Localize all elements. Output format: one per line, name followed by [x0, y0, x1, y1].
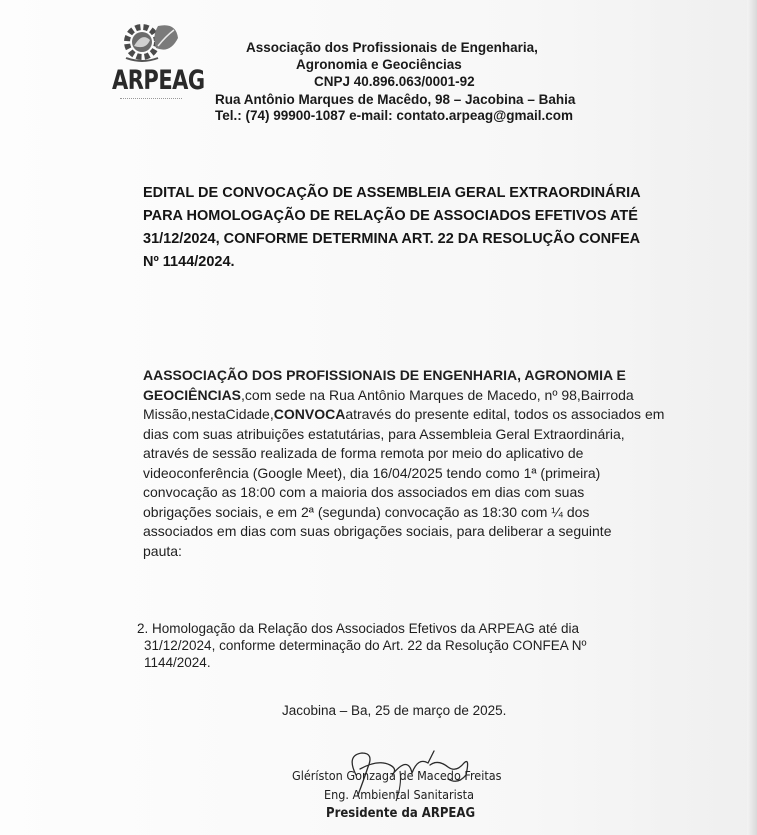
document-date: Jacobina – Ba, 25 de março de 2025.	[282, 703, 507, 718]
letterhead-line-1: Associação dos Profissionais de Engenharia,	[246, 40, 538, 55]
body-line: dias com suas atribuições estatutárias, para Assembleia Geral Extraordinária,	[143, 425, 625, 442]
letterhead-line-2: Agronomia e Geociências	[296, 57, 462, 72]
title-line: Nº 1144/2024.	[143, 254, 235, 270]
signatory-role: Eng. Ambiental Sanitarista	[324, 787, 474, 802]
body-line: obrigações sociais, e em 2ª (segunda) convocação as 18:30 com ¼ dos	[143, 503, 590, 520]
body-line: AASSOCIAÇÃO DOS PROFISSIONAIS DE ENGENHARIA, AGRONOMIA E	[143, 367, 626, 383]
page-edge-shadow	[747, 0, 757, 835]
body-text: Missão,nestaCidade,	[143, 406, 274, 422]
title-line: PARA HOMOLOGAÇÃO DE RELAÇÃO DE ASSOCIADOS EFETIVOS ATÉ	[143, 208, 638, 224]
title-line: 31/12/2024, CONFORME DETERMINA ART. 22 DA RESOLUÇÃO CONFEA	[143, 231, 641, 247]
title-line: EDITAL DE CONVOCAÇÃO DE ASSEMBLEIA GERAL EXTRAORDINÁRIA	[143, 185, 641, 201]
agenda-item	[137, 620, 647, 671]
letterhead-contact: Tel.: (74) 99900-1087 e-mail: contato.arpeag@gmail.com	[215, 108, 574, 123]
letterhead-address: Rua Antônio Marques de Macêdo, 98 – Jacobina – Bahia	[215, 92, 576, 107]
convocation-body	[143, 366, 665, 561]
body-line: através de sessão realizada de forma remota por meio do aplicativo de	[143, 445, 584, 461]
body-text: através do presente edital, todos os associados em	[345, 406, 665, 422]
agenda-line: 31/12/2024, conforme determinação do Art. 22 da Resolução CONFEA Nº	[144, 638, 587, 653]
body-line: convocação as 18:00 com a maioria dos associados em dias com suas	[143, 484, 585, 500]
logo-tagline-line	[120, 98, 182, 101]
agenda-line: 1144/2024.	[144, 655, 211, 670]
signatory-position: Presidente da ARPEAG	[326, 806, 476, 821]
body-line	[143, 405, 665, 425]
body-line: pauta:	[143, 542, 182, 559]
logo-wordmark: ARPEAG	[112, 65, 205, 95]
body-line: videoconferência (Google Meet), dia 16/04/2025 tendo como 1ª (primeira)	[143, 464, 601, 481]
body-line	[143, 386, 651, 406]
signatory-name: Gléríston Gonzaga de Macedo Freitas	[292, 768, 502, 783]
body-line: associados em dias com suas obrigações sociais, para deliberar a seguinte	[143, 523, 612, 539]
edital-title	[143, 182, 663, 274]
body-bold-text: GEOCIÊNCIAS	[143, 386, 242, 403]
arpeag-logo	[112, 18, 205, 100]
body-bold-text: CONVOCA	[273, 406, 346, 422]
letterhead-cnpj: CNPJ 40.896.063/0001-92	[314, 74, 475, 89]
agenda-line: 2. Homologação da Relação dos Associados Efetivos da ARPEAG até dia	[137, 621, 580, 636]
body-text: ,com sede na Rua Antônio Marques de Macedo, nº 98,Bairroda	[241, 386, 634, 403]
